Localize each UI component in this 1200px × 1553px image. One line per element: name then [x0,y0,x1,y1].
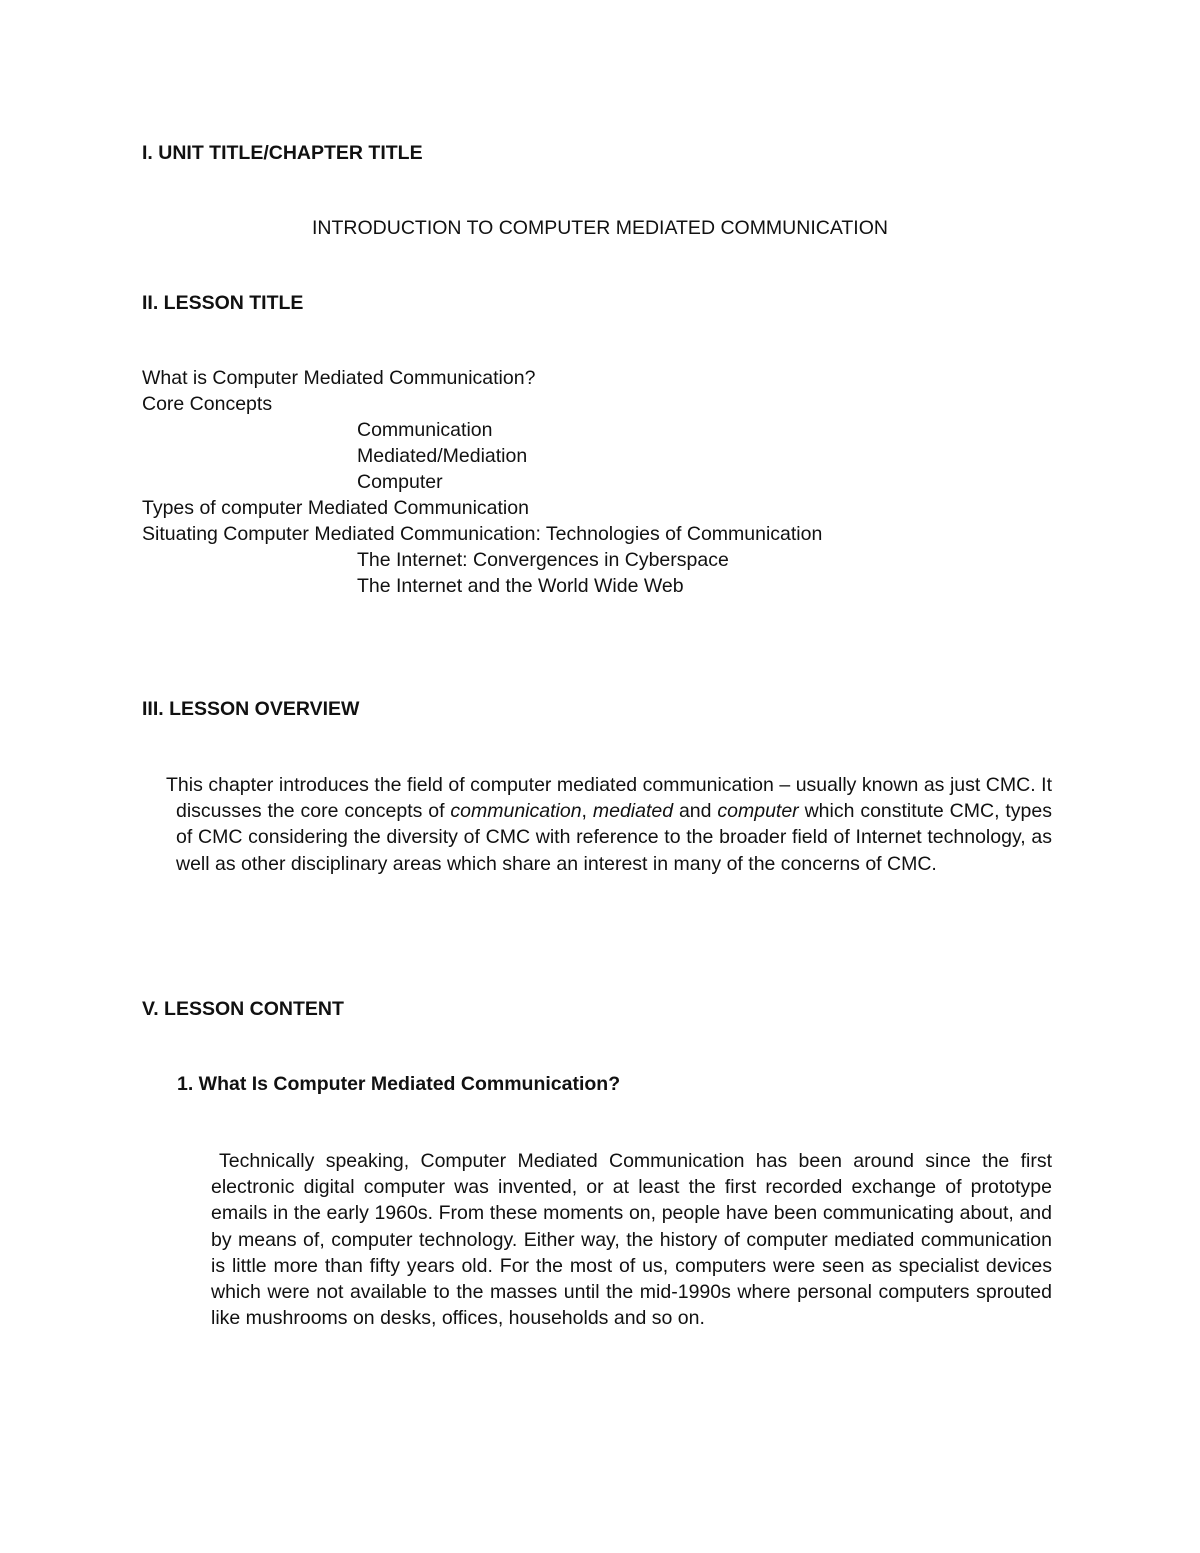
overview-emphasis: computer [717,800,799,823]
outline-item: Core Concepts [142,393,273,415]
lesson-heading: II. LESSON TITLE [142,292,304,314]
content-paragraph-text: Technically speaking, Computer Mediated Communication has been around since the first electronic digital computer was invented, or at least the first recorded exchange of prototype emails in the early 1960s. From these moments on, people have been communicating about, and by means of, computer technology. Either way, the history of computer mediated communication is little more than fifty years old. For the most of us, computers were seen as specialist devices which were not available to the masses until the mid-1990s where personal computers sprouted like mushrooms on desks, offices, households and so on. [211,1150,1052,1330]
unit-heading: I. UNIT TITLE/CHAPTER TITLE [142,142,423,164]
content-heading: V. LESSON CONTENT [142,998,344,1020]
outline-subitem: The Internet and the World Wide Web [357,575,684,597]
outline-subitem: Mediated/Mediation [357,445,528,467]
overview-paragraph [166,772,1052,877]
overview-text: which constitute CMC, types of CMC considering the diversity of CMC with reference to the broader field of Internet technology, as well as other disciplinary areas which share an interest in many of the concerns of CMC. [176,800,1052,875]
outline-item: What is Computer Mediated Communication? [142,367,536,389]
outline-subitem: The Internet: Convergences in Cyberspace [357,549,729,571]
content-subheading: 1. What Is Computer Mediated Communication? [177,1073,621,1095]
outline-item: Types of computer Mediated Communication [142,497,529,519]
overview-text: This chapter introduces the field of computer mediated communication – usually known as just CMC. It discusses the core concepts of [166,774,1052,823]
unit-title: INTRODUCTION TO COMPUTER MEDIATED COMMUNICATION [312,217,888,239]
outline-subitem: Communication [357,419,493,441]
overview-emphasis: mediated [592,800,674,823]
outline-subitem: Computer [357,471,443,493]
overview-heading: III. LESSON OVERVIEW [142,698,360,720]
outline-item: Situating Computer Mediated Communication: Technologies of Communication [142,523,823,545]
content-paragraph [211,1148,1052,1331]
overview-text: and [673,800,718,823]
overview-text: , [581,800,593,823]
overview-emphasis: communication [450,800,582,823]
